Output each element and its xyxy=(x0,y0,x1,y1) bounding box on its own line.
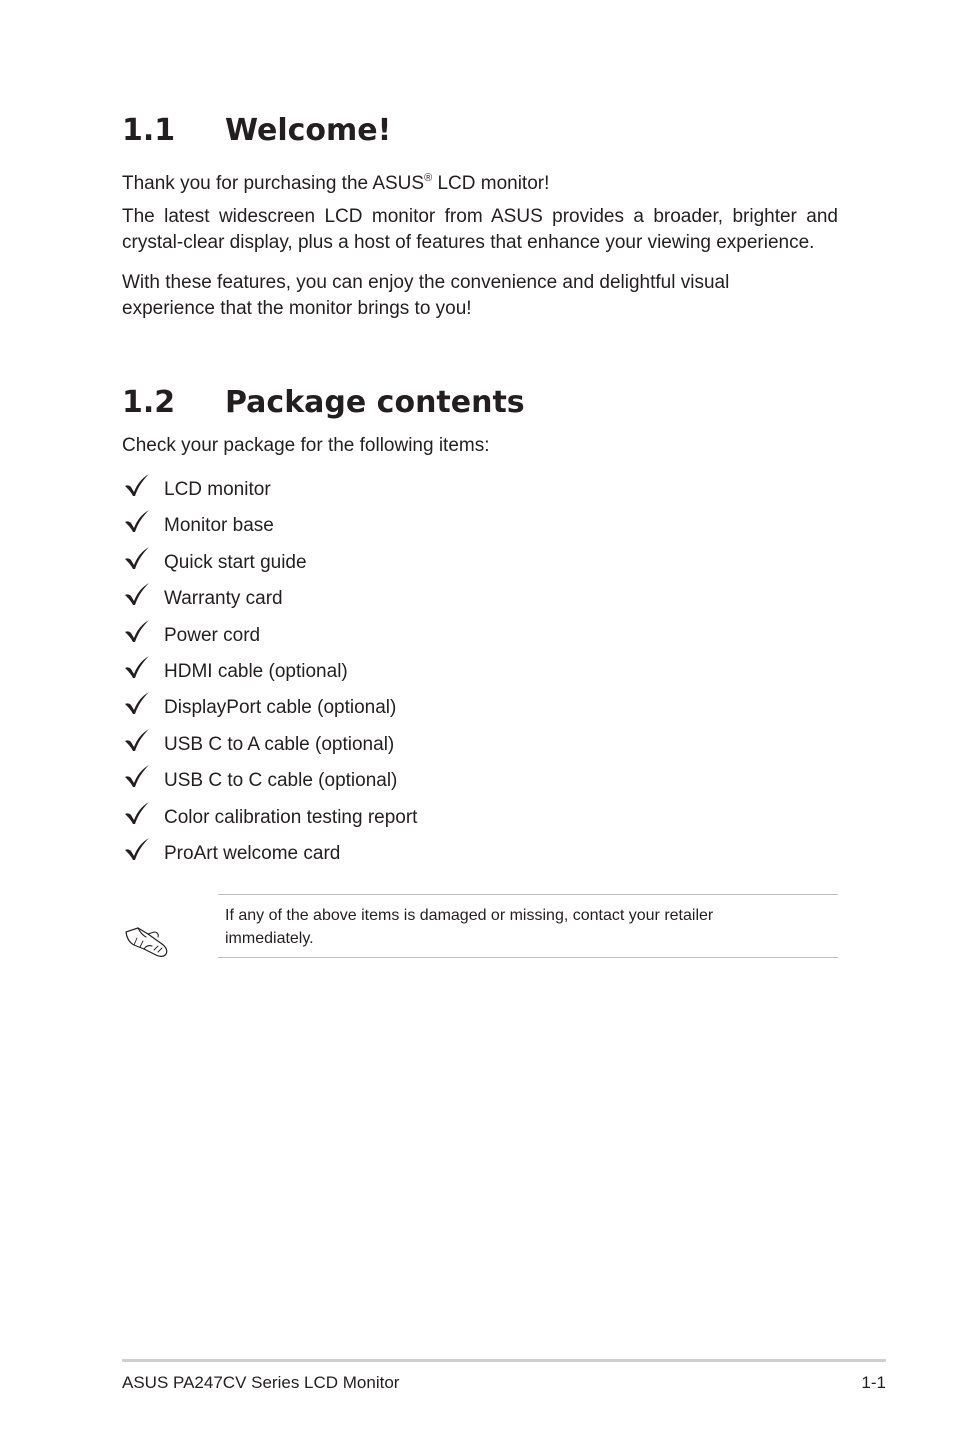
footer-rule xyxy=(122,1359,886,1362)
list-item xyxy=(122,798,722,834)
note-box xyxy=(218,894,838,958)
list-item xyxy=(122,725,722,761)
registered-mark: ® xyxy=(424,172,433,184)
list-item-label: ProArt welcome card xyxy=(164,842,341,864)
section-heading-package-contents xyxy=(122,385,525,421)
list-item xyxy=(122,543,722,579)
checkmark-icon xyxy=(124,582,150,606)
checkmark-icon xyxy=(124,509,150,533)
section-title: Package contents xyxy=(225,385,525,420)
list-item xyxy=(122,616,722,652)
package-item-list xyxy=(122,470,722,870)
checkmark-icon xyxy=(124,801,150,825)
thank-you-text: Thank you for purchasing the ASUS xyxy=(122,173,425,194)
thank-you-text-end: LCD monitor! xyxy=(432,173,550,194)
list-item-label: DisplayPort cable (optional) xyxy=(164,697,397,719)
list-item xyxy=(122,652,722,688)
note-line-1: If any of the above items is damaged or missing, contact your retailer xyxy=(225,907,714,924)
section-number: 1.1 xyxy=(122,113,176,148)
list-item xyxy=(122,761,722,797)
list-item xyxy=(122,579,722,615)
list-item-label: Power cord xyxy=(164,624,261,646)
features-line-2: experience that the monitor brings to you! xyxy=(122,298,472,319)
features-line-1: With these features, you can enjoy the convenience and delightful visual xyxy=(122,272,730,293)
list-item-label: USB C to A cable (optional) xyxy=(164,733,395,755)
page-number: 1-1 xyxy=(861,1373,886,1392)
thank-you-paragraph xyxy=(122,165,838,197)
list-item xyxy=(122,506,722,542)
checkmark-icon xyxy=(124,837,150,861)
checkmark-icon xyxy=(124,619,150,643)
section-heading-welcome xyxy=(122,113,391,149)
list-item-label: LCD monitor xyxy=(164,479,271,500)
list-item xyxy=(122,688,722,724)
list-item-label: Quick start guide xyxy=(164,551,307,573)
checkmark-icon xyxy=(124,728,150,752)
list-item-label: Monitor base xyxy=(164,515,274,537)
checkmark-icon xyxy=(124,473,150,497)
list-item-label: HDMI cable (optional) xyxy=(164,660,348,682)
footer-title: ASUS PA247CV Series LCD Monitor xyxy=(122,1373,400,1392)
features-paragraph xyxy=(122,270,838,322)
list-item xyxy=(122,470,722,506)
pointing-hand-icon xyxy=(124,920,172,960)
section-title: Welcome! xyxy=(225,113,392,148)
checkmark-icon xyxy=(124,691,150,715)
note-text xyxy=(225,904,785,950)
list-item-label: USB C to C cable (optional) xyxy=(164,770,398,792)
list-item xyxy=(122,834,722,870)
checkmark-icon xyxy=(124,655,150,679)
section-number: 1.2 xyxy=(122,385,176,420)
checkmark-icon xyxy=(124,764,150,788)
checkmark-icon xyxy=(124,546,150,570)
list-item-label: Color calibration testing report xyxy=(164,806,418,828)
note-line-2: immediately. xyxy=(225,930,314,947)
intro-paragraph: The latest widescreen LCD monitor from ASUS provides a broader, brighter and crystal-clear display, plus a host of features that enhance your viewing experience. xyxy=(122,206,838,253)
package-intro: Check your package for the following items: xyxy=(122,435,490,456)
list-item-label: Warranty card xyxy=(164,588,283,610)
